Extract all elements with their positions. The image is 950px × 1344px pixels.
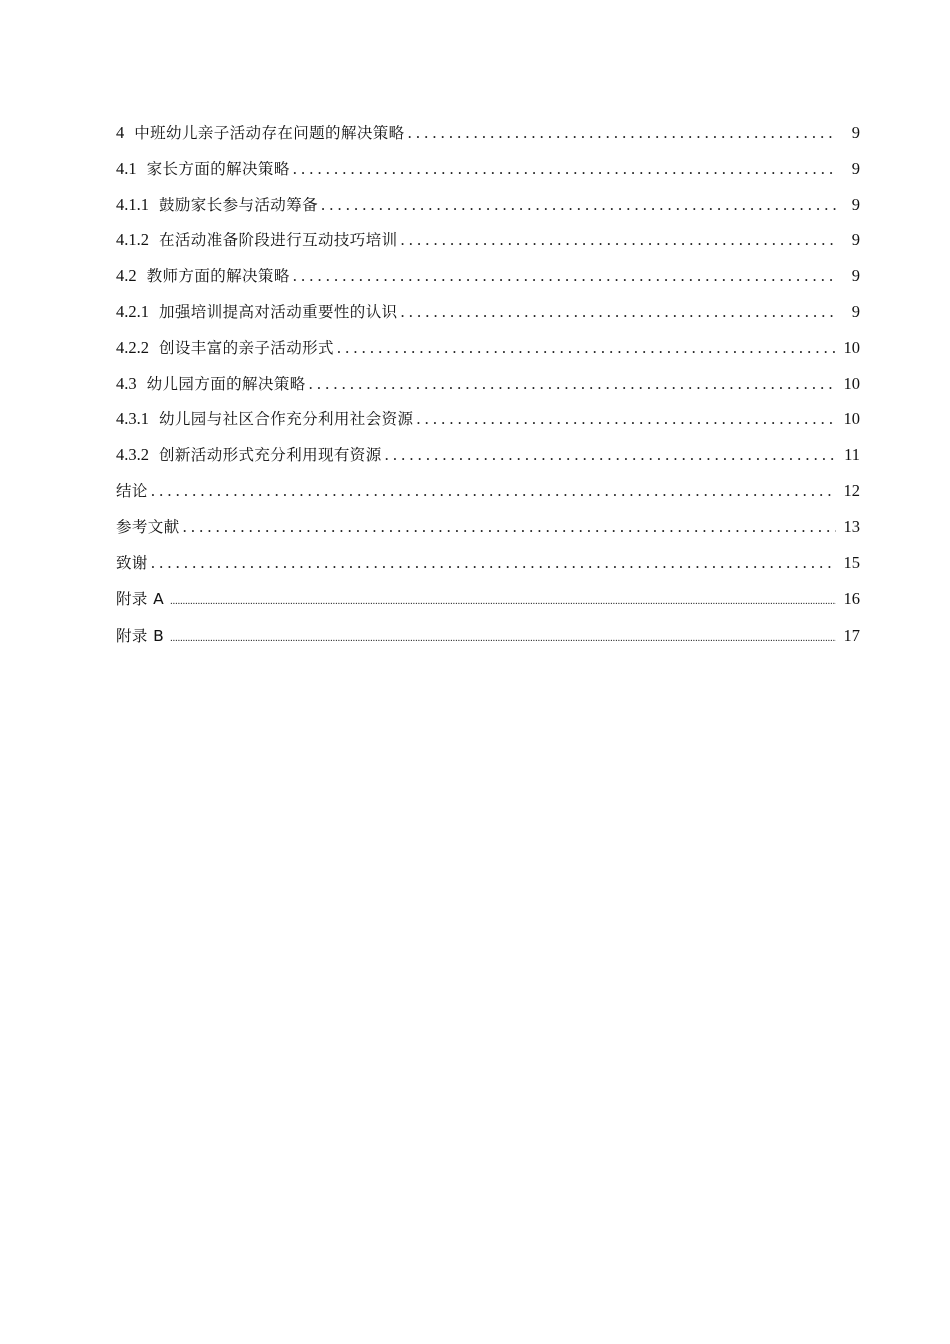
toc-entry-4-2[interactable] xyxy=(116,258,860,294)
table-of-contents xyxy=(116,115,860,654)
toc-entry-acknowledgements[interactable] xyxy=(116,545,860,581)
toc-entry-page: 11 xyxy=(844,445,860,465)
toc-entry-number: 4.3.2 xyxy=(116,445,149,465)
toc-entry-title: 致谢 xyxy=(116,553,148,572)
toc-entry-number: 4.2 xyxy=(116,266,137,286)
toc-dot-leader xyxy=(416,401,836,437)
toc-entry-4-1-1[interactable] xyxy=(116,187,860,223)
toc-entry-title: 附录 B xyxy=(116,627,165,646)
toc-entry-title: 鼓励家长参与活动筹备 xyxy=(159,195,319,214)
toc-entry-number: 4.1.2 xyxy=(116,230,149,250)
toc-entry-4-1-2[interactable] xyxy=(116,222,860,258)
toc-entry-appendix-a[interactable] xyxy=(116,580,860,617)
toc-dot-leader xyxy=(293,151,836,187)
toc-entry-title: 附录 A xyxy=(116,590,165,609)
toc-dot-leader xyxy=(151,545,836,581)
toc-entry-page: 16 xyxy=(843,589,860,609)
toc-entry-title: 幼儿园方面的解决策略 xyxy=(146,374,306,393)
toc-entry-number: 4.2.2 xyxy=(116,337,149,357)
toc-entry-page: 9 xyxy=(851,301,860,321)
toc-entry-page: 10 xyxy=(843,337,860,357)
toc-entry-page: 15 xyxy=(843,552,860,572)
toc-entry-page: 9 xyxy=(851,158,860,178)
toc-entry-references[interactable] xyxy=(116,509,860,545)
toc-dot-leader xyxy=(337,330,836,366)
toc-entry-title: 结论 xyxy=(116,481,148,500)
toc-entry-number: 4.3 xyxy=(116,373,137,393)
toc-entry-title: 创设丰富的亲子活动形式 xyxy=(159,338,334,357)
toc-entry-conclusion[interactable] xyxy=(116,473,860,509)
toc-entry-title: 中班幼儿亲子活动存在问题的解决策略 xyxy=(134,124,405,142)
toc-entry-number: 4.3.1 xyxy=(116,409,149,429)
toc-entry-title: 在活动准备阶段进行互动技巧培训 xyxy=(159,231,398,250)
toc-dot-leader xyxy=(170,620,836,657)
toc-entry-page: 9 xyxy=(851,123,860,142)
toc-dot-leader xyxy=(309,366,836,402)
toc-entry-title: 参考文献 xyxy=(116,517,180,536)
toc-dot-leader xyxy=(151,473,836,509)
toc-entry-title: 幼儿园与社区合作充分利用社会资源 xyxy=(159,410,414,429)
toc-entry-4-3-2[interactable] xyxy=(116,437,860,473)
toc-entry-page: 17 xyxy=(843,626,860,646)
toc-entry-number: 4 xyxy=(116,123,125,142)
toc-entry-4-2-2[interactable] xyxy=(116,330,860,366)
toc-entry-number: 4.1.1 xyxy=(116,194,149,214)
toc-dot-leader xyxy=(408,115,836,151)
toc-entry-number: 4.2.1 xyxy=(116,301,149,321)
toc-entry-page: 9 xyxy=(851,194,860,214)
toc-dot-leader xyxy=(321,187,836,223)
toc-entry-4-2-1[interactable] xyxy=(116,294,860,330)
toc-dot-leader xyxy=(401,222,836,258)
toc-entry-page: 10 xyxy=(843,409,860,429)
toc-dot-leader xyxy=(401,294,836,330)
toc-entry-4-1[interactable] xyxy=(116,151,860,187)
toc-entry-appendix-b[interactable] xyxy=(116,617,860,654)
toc-dot-leader xyxy=(170,583,836,620)
toc-entry-page: 10 xyxy=(843,373,860,393)
toc-entry-title: 加强培训提高对活动重要性的认识 xyxy=(159,302,398,321)
toc-entry-page: 9 xyxy=(851,230,860,250)
toc-entry-page: 9 xyxy=(851,266,860,286)
toc-entry-title: 创新活动形式充分利用现有资源 xyxy=(159,446,382,465)
toc-dot-leader xyxy=(385,437,836,473)
toc-entry-4-3-1[interactable] xyxy=(116,401,860,437)
toc-entry-title: 家长方面的解决策略 xyxy=(146,159,290,178)
toc-entry-number: 4.1 xyxy=(116,158,137,178)
toc-dot-leader xyxy=(183,509,836,545)
toc-dot-leader xyxy=(293,258,836,294)
toc-entry-4-3[interactable] xyxy=(116,366,860,402)
toc-entry-page: 13 xyxy=(843,516,860,536)
toc-entry-title: 教师方面的解决策略 xyxy=(146,267,290,286)
toc-entry-page: 12 xyxy=(843,480,860,500)
toc-entry-4[interactable] xyxy=(116,115,860,151)
